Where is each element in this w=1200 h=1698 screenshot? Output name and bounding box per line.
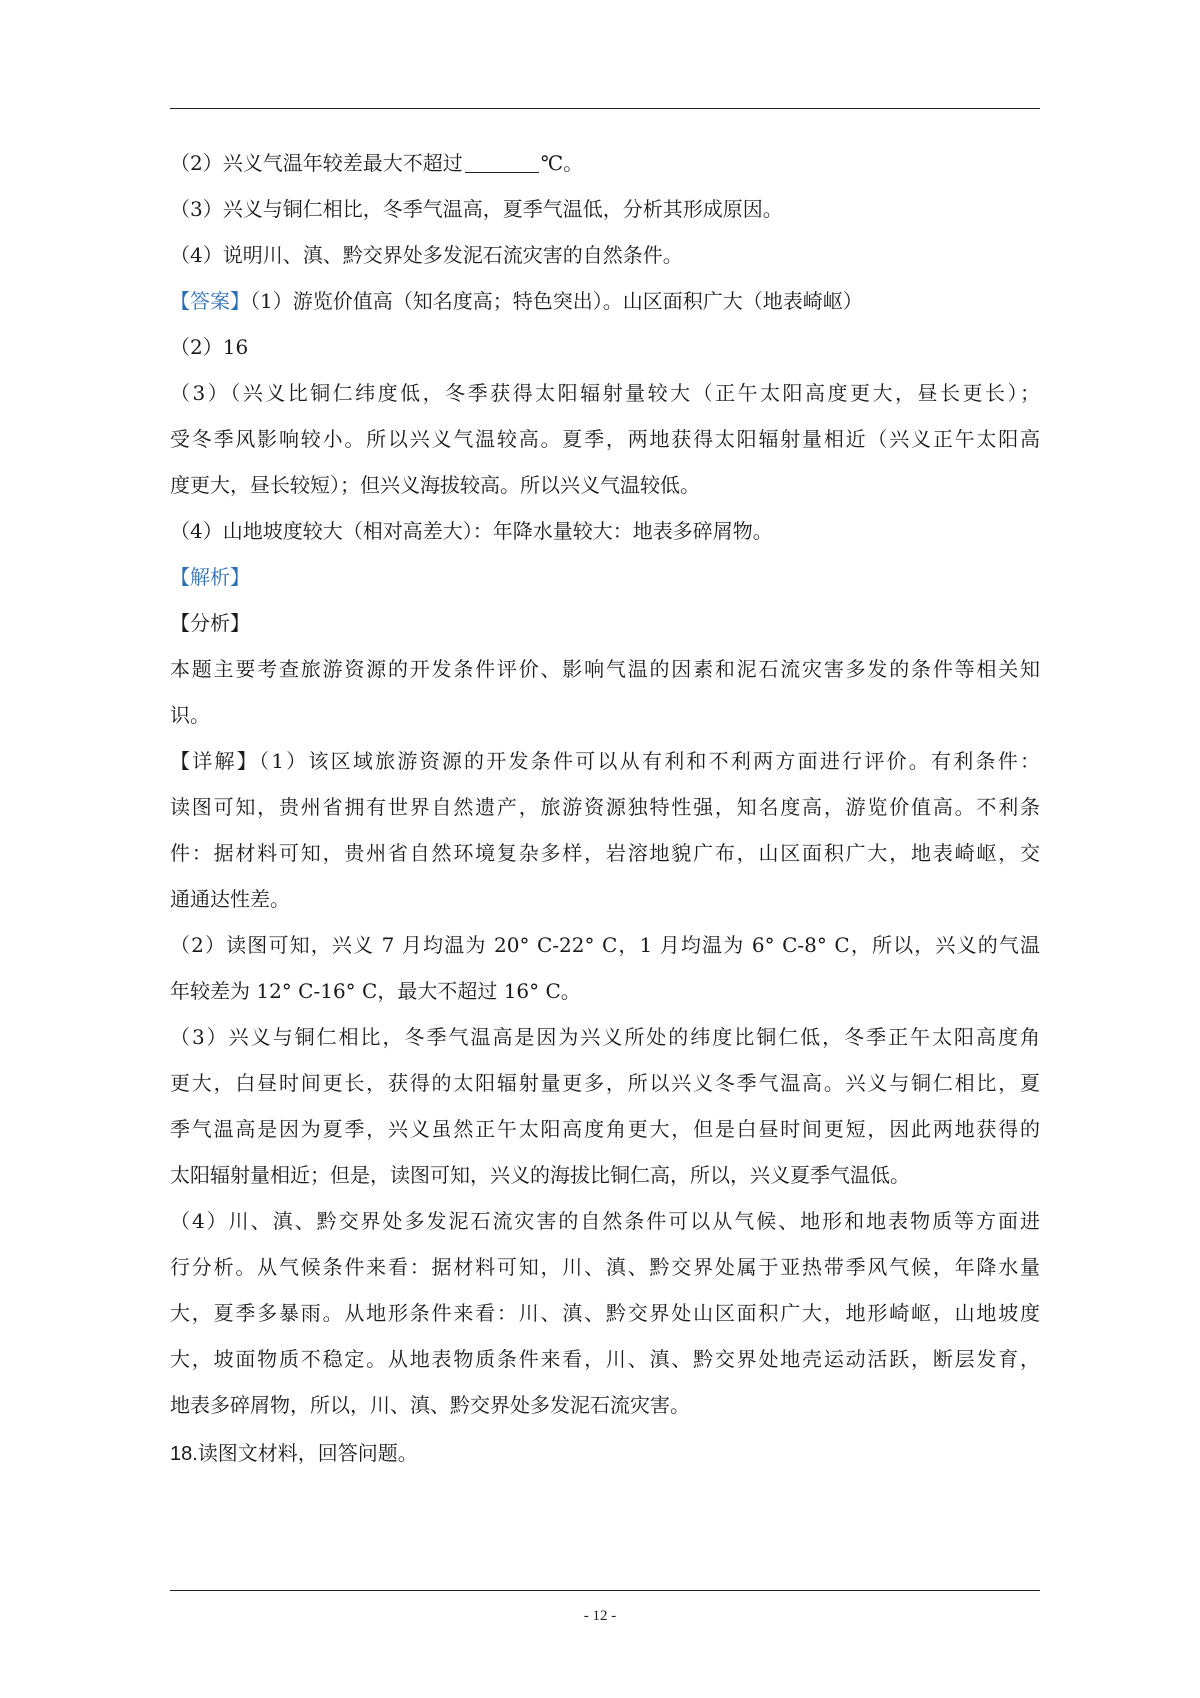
detail-3-line: （3）兴义与铜仁相比，冬季气温高是因为兴义所处的纬度比铜仁低，冬季正午太阳高度角	[170, 1025, 1040, 1049]
question-4: （4）说明川、滇、黔交界处多发泥石流灾害的自然条件。	[170, 243, 683, 267]
fenxi-line: 本题主要考查旅游资源的开发条件评价、影响气温的因素和泥石流灾害多发的条件等相关知	[170, 657, 1040, 681]
question-3: （3）兴义与铜仁相比，冬季气温高，夏季气温低，分析其形成原因。	[170, 197, 783, 221]
answer-3-line: （3）（兴义比铜仁纬度低，冬季获得太阳辐射量较大（正午太阳高度更大，昼长更长）；	[170, 381, 1040, 405]
answer-4: （4）山地坡度较大（相对高差大）：年降水量较大：地表多碎屑物。	[170, 519, 773, 543]
answer-blank	[465, 152, 539, 173]
answer-tag: 【答案】	[170, 289, 250, 313]
detail-3-line: 更大，白昼时间更长，获得的太阳辐射量更多，所以兴义冬季气温高。兴义与铜仁相比，夏	[170, 1071, 1040, 1095]
detail-2-line: 年较差为 12° C-16° C，最大不超过 16° C。	[170, 979, 581, 1003]
detail-1-line: 读图可知，贵州省拥有世界自然遗产，旅游资源独特性强，知名度高，游览价值高。不利条	[170, 795, 1040, 819]
question-18-text: 读图文材料，回答问题。	[197, 1441, 418, 1465]
page-number: - 12 -	[583, 1608, 617, 1624]
question-18-number: 18.	[170, 1443, 198, 1465]
detail-3-line: 太阳辐射量相近；但是，读图可知，兴义的海拔比铜仁高，所以，兴义夏季气温低。	[170, 1163, 910, 1187]
xiangjie-tag: 【详解】	[170, 749, 259, 773]
detail-3-line: 季气温高是因为夏季，兴义虽然正午太阳高度角更大，但是白昼时间更短，因此两地获得的	[170, 1117, 1040, 1141]
detail-1-line: 通通达性差。	[170, 887, 290, 911]
header-rule	[170, 108, 1040, 109]
detail-4-line: （4）川、滇、黔交界处多发泥石流灾害的自然条件可以从气候、地形和地表物质等方面进	[170, 1209, 1040, 1233]
answer-2: （2）16	[170, 335, 249, 359]
detail-1-line	[170, 746, 1040, 776]
answer-3-line: 度更大，昼长较短）；但兴义海拔较高。所以兴义气温较低。	[170, 473, 700, 497]
answer-1-text: （1）游览价值高（知名度高；特色突出）。山区面积广大（地表崎岖）	[250, 289, 863, 313]
question-2	[170, 148, 1040, 178]
analysis-tag: 【解析】	[170, 565, 250, 589]
fenxi-tag: 【分析】	[170, 611, 250, 635]
detail-4-line: 大，夏季多暴雨。从地形条件来看：川、滇、黔交界处山区面积广大，地形崎岖，山地坡度	[170, 1301, 1040, 1325]
question-18	[170, 1438, 1040, 1469]
detail-1-line: 件：据材料可知，贵州省自然环境复杂多样，岩溶地貌广布，山区面积广大，地表崎岖，交	[170, 841, 1040, 865]
fenxi-line: 识。	[170, 703, 210, 727]
question-2-unit: ℃。	[540, 151, 584, 175]
detail-4-line: 行分析。从气候条件来看：据材料可知，川、滇、黔交界处属于亚热带季风气候，年降水量	[170, 1255, 1040, 1279]
footer-rule	[170, 1590, 1040, 1591]
detail-1-text: （1）该区域旅游资源的开发条件可以从有利和不利两方面进行评价。有利条件：	[258, 749, 1040, 773]
detail-2-line: （2）读图可知，兴义 7 月均温为 20° C-22° C，1 月均温为 6° C-8° C，所以，兴义的气温	[170, 933, 1040, 957]
answer-line-1	[170, 286, 1040, 316]
question-2-text: （2）兴义气温年较差最大不超过	[170, 151, 463, 175]
answer-3-line: 受冬季风影响较小。所以兴义气温较高。夏季，两地获得太阳辐射量相近（兴义正午太阳高	[170, 427, 1040, 451]
detail-4-line: 地表多碎屑物，所以，川、滇、黔交界处多发泥石流灾害。	[170, 1393, 690, 1417]
detail-4-line: 大，坡面物质不稳定。从地表物质条件来看，川、滇、黔交界处地壳运动活跃，断层发育，	[170, 1347, 1040, 1371]
